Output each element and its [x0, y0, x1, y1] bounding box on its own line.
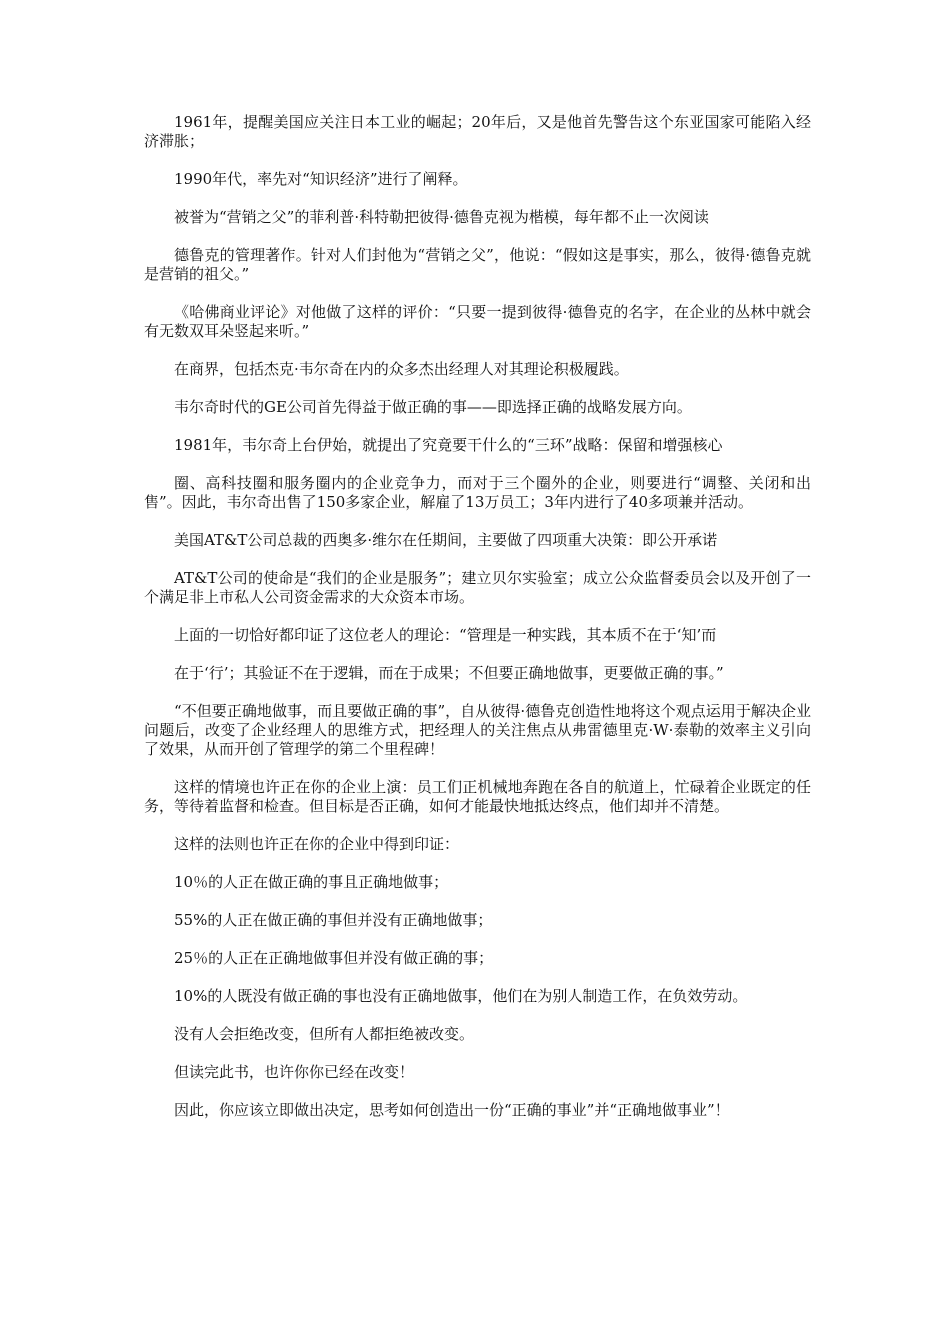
paragraph-change: 没有人会拒绝改变，但所有人都拒绝被改变。 — [174, 1025, 475, 1043]
paragraph-theory-2: 在于‘行’；其验证不在于逻辑，而在于成果；不但要正确地做事，更要做正确的事。” — [174, 664, 724, 682]
document-body — [144, 113, 811, 1139]
paragraph-three-circles-1: 1981年，韦尔奇上台伊始，就提出了究竟要干什么的“三环”战略：保留和增强核心 — [174, 436, 723, 454]
paragraph-rule-55-percent: 55%的人正在做正确的事但并没有正确地做事； — [174, 911, 493, 929]
paragraph-knowledge-economy: 1990年代，率先对“知识经济”进行了阐释。 — [174, 170, 468, 188]
paragraph-rule-10-percent: 10％的人正在做正确的事且正确地做事； — [174, 873, 449, 891]
paragraph-three-circles-2: 圈、高科技圈和服务圈内的企业竞争力，而对于三个圈外的企业，则要进行“调整、关闭和出售”。因此，韦尔奇出售了150多家企业，解雇了13万员工；3年内进行了40多项兼并活动。 — [144, 474, 811, 511]
paragraph-milestone: “不但要正确地做事，而且要做正确的事”，自从彼得·德鲁克创造性地将这个观点运用于解决企业问题后，改变了企业经理人的思维方式，把经理人的关注焦点从弗雷德里克·W·泰勒的效率主义引向了效果，从而开创了管理学的第二个里程碑！ — [144, 702, 811, 758]
paragraph-kotler-1: 被誉为“营销之父”的菲利普·科特勒把彼得·德鲁克视为楷模，每年都不止一次阅读 — [174, 208, 709, 226]
paragraph-scenario: 这样的情境也许正在你的企业上演：员工们正机械地奔跑在各自的航道上，忙碌着企业既定的任务，等待着监督和检查。但目标是否正确，如何才能最快地抵达终点，他们却并不清楚。 — [144, 778, 811, 815]
paragraph-rule-25-percent: 25％的人正在正确地做事但并没有做正确的事； — [174, 949, 494, 967]
paragraph-welch-intro: 在商界，包括杰克·韦尔奇在内的众多杰出经理人对其理论积极履践。 — [174, 360, 629, 378]
paragraph-rule-intro: 这样的法则也许正在你的企业中得到印证： — [174, 835, 460, 853]
paragraph-rule-10-percent-negative: 10%的人既没有做正确的事也没有正确地做事，他们在为别人制造工作，在负效劳动。 — [174, 987, 748, 1005]
paragraph-att-1: 美国AT&T公司总裁的西奥多·维尔在任期间，主要做了四项重大决策：即公开承诺 — [174, 531, 718, 549]
paragraph-ge: 韦尔奇时代的GE公司首先得益于做正确的事——即选择正确的战略发展方向。 — [174, 398, 692, 416]
paragraph-att-2: AT&T公司的使命是“我们的企业是服务”；建立贝尔实验室；成立公众监督委员会以及开创了一个满足非上市私人公司资金需求的大众资本市场。 — [144, 569, 811, 606]
paragraph-kotler-2: 德鲁克的管理著作。针对人们封他为“营销之父”，他说：“假如这是事实，那么，彼得·德鲁克就是营销的祖父。” — [144, 246, 811, 283]
paragraph-conclusion: 因此，你应该立即做出决定，思考如何创造出一份“正确的事业”并“正确地做事业”！ — [174, 1101, 730, 1119]
paragraph-japan-industry: 1961年，提醒美国应关注日本工业的崛起；20年后，又是他首先警告这个东亚国家可能陷入经济滞胀； — [144, 113, 811, 150]
paragraph-hbr: 《哈佛商业评论》对他做了这样的评价：“只要一提到彼得·德鲁克的名字，在企业的丛林中就会有无数双耳朵竖起来听。” — [144, 303, 811, 340]
paragraph-theory-1: 上面的一切恰好都印证了这位老人的理论：“管理是一种实践，其本质不在于‘知’而 — [174, 626, 717, 644]
paragraph-book: 但读完此书，也许你你已经在改变！ — [174, 1063, 415, 1081]
